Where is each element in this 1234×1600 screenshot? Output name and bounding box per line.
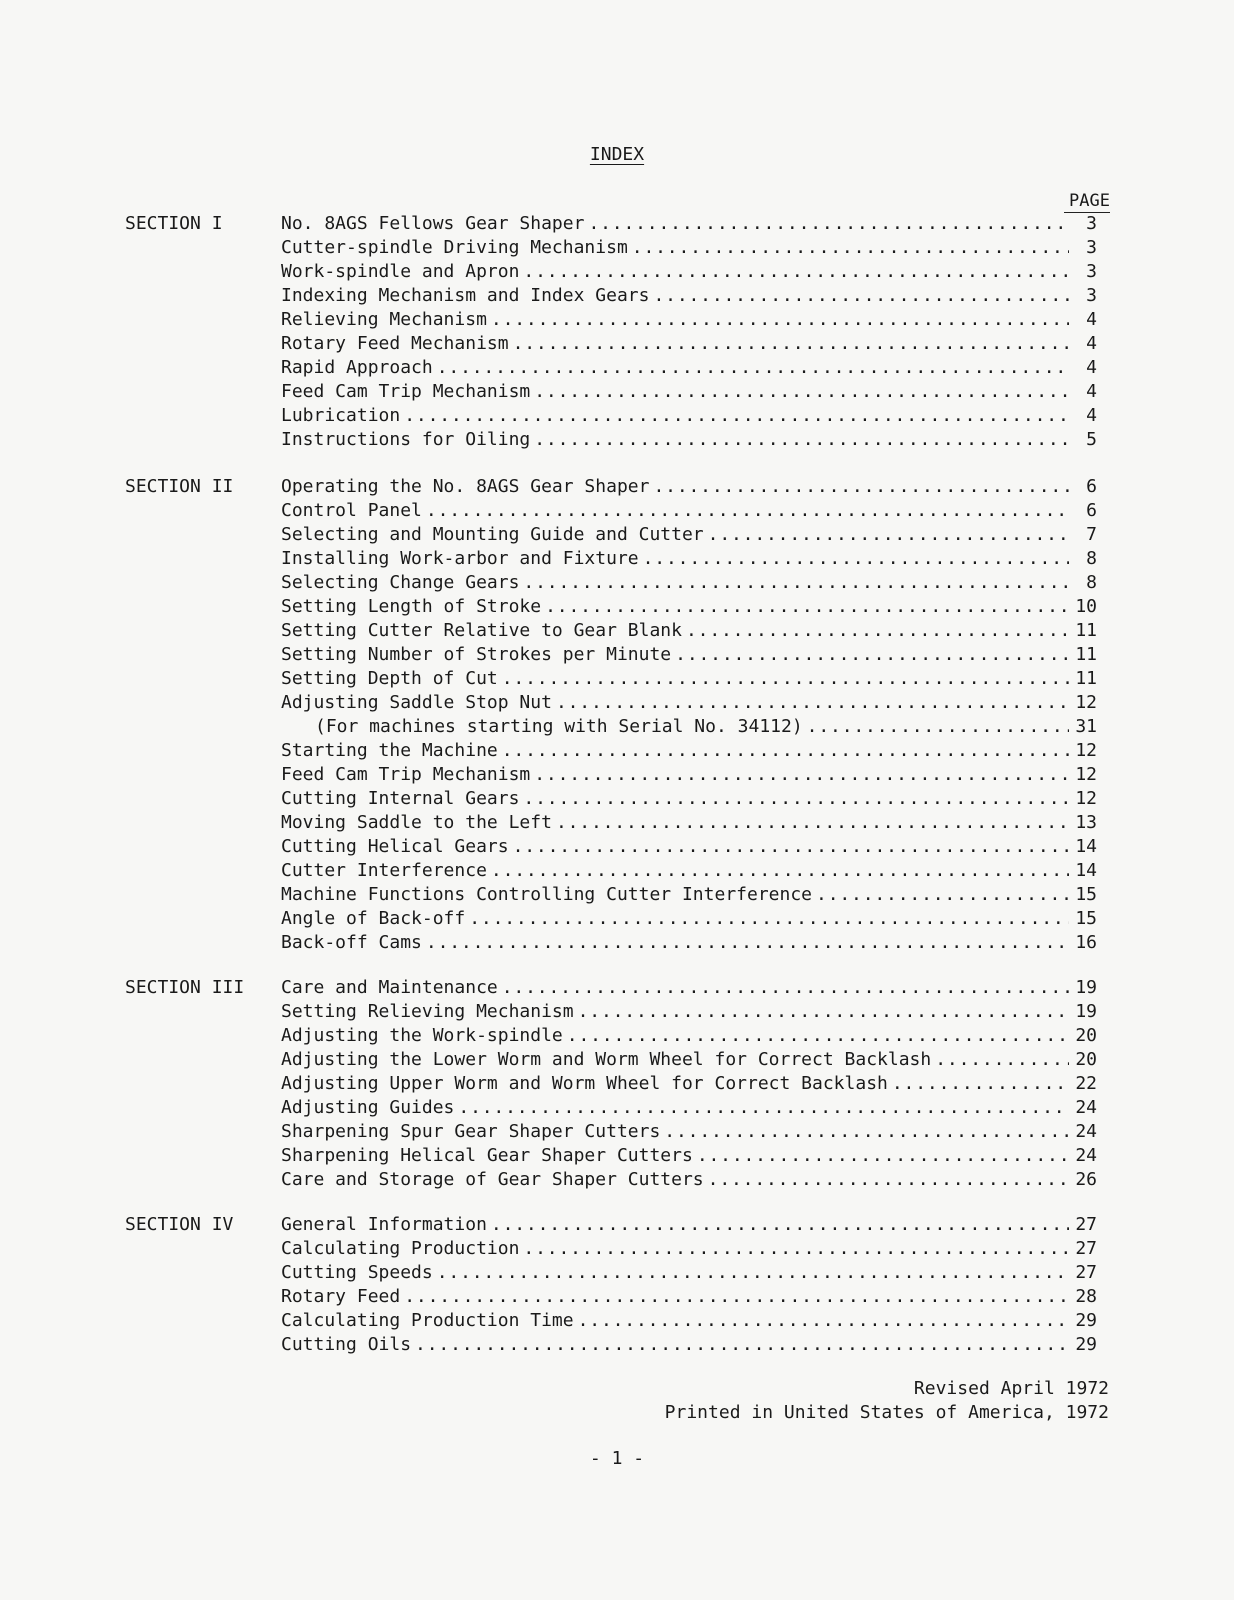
- toc-entry-title: Moving Saddle to the Left: [281, 812, 552, 833]
- toc-entry-page: 26: [1075, 1169, 1097, 1190]
- dot-leader: [534, 763, 1069, 787]
- toc-entry-title: Setting Length of Stroke: [281, 596, 542, 617]
- toc-entry: [281, 1096, 1097, 1120]
- toc-entry: [281, 1285, 1097, 1309]
- dot-leader: [588, 212, 1069, 236]
- toc-entry-page: 4: [1086, 309, 1097, 330]
- toc-entry-page: 29: [1075, 1310, 1097, 1331]
- toc-entry-page: 16: [1075, 932, 1097, 953]
- toc-entry-title: Indexing Mechanism and Index Gears: [281, 285, 650, 306]
- toc-entry: [281, 1120, 1097, 1144]
- toc-entry-title: Cutting Speeds: [281, 1262, 433, 1283]
- toc-entry-title: Lubrication: [281, 405, 401, 426]
- toc-entry-page: 8: [1086, 572, 1097, 593]
- dot-leader: [708, 1168, 1069, 1192]
- toc-entry-title: Cutting Helical Gears: [281, 836, 509, 857]
- dot-leader: [513, 835, 1069, 859]
- toc-entry-title: Adjusting Saddle Stop Nut: [281, 692, 552, 713]
- toc-entry-title: Work-spindle and Apron: [281, 261, 520, 282]
- toc-entry-title: Care and Maintenance: [281, 977, 498, 998]
- toc-entry: [281, 715, 1097, 739]
- section-label: SECTION II: [125, 476, 234, 497]
- dot-leader: [491, 859, 1069, 883]
- toc-entry: [281, 332, 1097, 356]
- toc-entry: [281, 1333, 1097, 1357]
- section-label: SECTION III: [125, 977, 245, 998]
- toc-entry-page: 13: [1075, 812, 1097, 833]
- toc-entry-page: 11: [1075, 644, 1097, 665]
- toc-entry-page: 3: [1086, 237, 1097, 258]
- index-title-text: INDEX: [589, 144, 645, 165]
- toc-entry-title: Adjusting the Lower Worm and Worm Wheel for Correct Backlash: [281, 1049, 932, 1070]
- toc-entry-title: Feed Cam Trip Mechanism: [281, 381, 531, 402]
- toc-entry: [281, 763, 1097, 787]
- toc-entry-title: Setting Depth of Cut: [281, 668, 498, 689]
- dot-leader: [534, 428, 1069, 452]
- toc-entry: [281, 931, 1097, 955]
- toc-entry-page: 10: [1075, 596, 1097, 617]
- toc-entry-page: 20: [1075, 1025, 1097, 1046]
- toc-entry-page: 27: [1075, 1214, 1097, 1235]
- toc-entry-title: Relieving Mechanism: [281, 309, 487, 330]
- toc-entry-page: 29: [1075, 1334, 1097, 1355]
- toc-entry-title: Operating the No. 8AGS Gear Shaper: [281, 476, 650, 497]
- toc-entry-title: Calculating Production: [281, 1238, 520, 1259]
- toc-entry: [281, 1048, 1097, 1072]
- dot-leader: [653, 475, 1069, 499]
- toc-entry: [281, 1261, 1097, 1285]
- toc-entry-page: 24: [1075, 1121, 1097, 1142]
- dot-leader: [523, 1237, 1069, 1261]
- toc-entry: [281, 571, 1097, 595]
- page-column-heading: PAGE: [1064, 192, 1110, 213]
- toc-entry-page: 3: [1086, 285, 1097, 306]
- dot-leader: [502, 739, 1069, 763]
- toc-entry-title: Setting Number of Strokes per Minute: [281, 644, 672, 665]
- toc-entry-title: No. 8AGS Fellows Gear Shaper: [281, 213, 585, 234]
- dot-leader: [935, 1048, 1069, 1072]
- toc-entry-title: Angle of Back-off: [281, 908, 466, 929]
- toc-entry-page: 14: [1075, 836, 1097, 857]
- toc-entry-title: General Information: [281, 1214, 487, 1235]
- toc-entry-page: 6: [1086, 500, 1097, 521]
- toc-entry-title: Cutting Internal Gears: [281, 788, 520, 809]
- revision-note: Revised April 1972: [913, 1378, 1109, 1399]
- toc-entry-page: 27: [1075, 1238, 1097, 1259]
- page-number: - 1 -: [589, 1448, 645, 1469]
- toc-entry: [281, 1237, 1097, 1261]
- dot-leader: [404, 1285, 1069, 1309]
- toc-entry: [281, 523, 1097, 547]
- toc-entry-title: Care and Storage of Gear Shaper Cutters: [281, 1169, 704, 1190]
- dot-leader: [437, 1261, 1069, 1285]
- dot-leader: [664, 1120, 1069, 1144]
- toc-entry: [281, 308, 1097, 332]
- dot-leader: [556, 811, 1069, 835]
- dot-leader: [653, 284, 1069, 308]
- toc-entry-title: Feed Cam Trip Mechanism: [281, 764, 531, 785]
- toc-entry-page: 6: [1086, 476, 1097, 497]
- dot-leader: [502, 976, 1069, 1000]
- toc-entry-title: Cutter-spindle Driving Mechanism: [281, 237, 628, 258]
- dot-leader: [632, 236, 1069, 260]
- toc-entry-title: Adjusting the Work-spindle: [281, 1025, 563, 1046]
- toc-entry-page: 4: [1086, 333, 1097, 354]
- toc-entry: [281, 907, 1097, 931]
- toc-entry: [281, 643, 1097, 667]
- toc-entry: [281, 356, 1097, 380]
- toc-entry-title: Adjusting Upper Worm and Worm Wheel for Correct Backlash: [281, 1073, 888, 1094]
- toc-entry-page: 5: [1086, 429, 1097, 450]
- toc-entry: [281, 811, 1097, 835]
- toc-entry: [281, 236, 1097, 260]
- toc-entry-page: 31: [1075, 716, 1097, 737]
- toc-entry-title: (For machines starting with Serial No. 34112): [315, 716, 803, 737]
- dot-leader: [545, 595, 1069, 619]
- dot-leader: [523, 787, 1069, 811]
- toc-entry-title: Rotary Feed: [281, 1286, 401, 1307]
- toc-entry-page: 24: [1075, 1097, 1097, 1118]
- toc-entry: [281, 691, 1097, 715]
- dot-leader: [426, 499, 1069, 523]
- toc-entry-title: Rapid Approach: [281, 357, 433, 378]
- dot-leader: [469, 907, 1069, 931]
- toc-entry-page: 14: [1075, 860, 1097, 881]
- dot-leader: [816, 883, 1069, 907]
- toc-entry-title: Setting Cutter Relative to Gear Blank: [281, 620, 682, 641]
- printing-note: Printed in United States of America, 1972: [664, 1402, 1109, 1423]
- toc-entry-page: 12: [1075, 740, 1097, 761]
- toc-entry: [281, 475, 1097, 499]
- dot-leader: [697, 1144, 1069, 1168]
- toc-entry-page: 24: [1075, 1145, 1097, 1166]
- toc-entry: [281, 1213, 1097, 1237]
- dot-leader: [892, 1072, 1069, 1096]
- dot-leader: [534, 380, 1069, 404]
- toc-entry-title: Selecting and Mounting Guide and Cutter: [281, 524, 704, 545]
- toc-entry: [281, 667, 1097, 691]
- toc-entry: [281, 1168, 1097, 1192]
- toc-entry: [281, 835, 1097, 859]
- toc-entry: [281, 1144, 1097, 1168]
- toc-entry-page: 20: [1075, 1049, 1097, 1070]
- toc-entry: [281, 284, 1097, 308]
- toc-entry: [281, 976, 1097, 1000]
- section-label: SECTION I: [125, 213, 223, 234]
- toc-entry-page: 27: [1075, 1262, 1097, 1283]
- toc-entry-title: Control Panel: [281, 500, 422, 521]
- toc-entry-title: Machine Functions Controlling Cutter Interference: [281, 884, 813, 905]
- toc-entry: [281, 260, 1097, 284]
- toc-entry: [281, 1072, 1097, 1096]
- dot-leader: [807, 715, 1069, 739]
- toc-entry: [281, 428, 1097, 452]
- toc-entry-page: 12: [1075, 788, 1097, 809]
- toc-entry-page: 19: [1075, 1001, 1097, 1022]
- toc-entry-page: 4: [1086, 381, 1097, 402]
- dot-leader: [708, 523, 1069, 547]
- toc-entry-page: 4: [1086, 405, 1097, 426]
- dot-leader: [513, 332, 1069, 356]
- toc-entry: [281, 547, 1097, 571]
- toc-entry-title: Instructions for Oiling: [281, 429, 531, 450]
- dot-leader: [523, 571, 1069, 595]
- dot-leader: [643, 547, 1069, 571]
- toc-entry-title: Rotary Feed Mechanism: [281, 333, 509, 354]
- toc-entry: [281, 619, 1097, 643]
- dot-leader: [523, 260, 1069, 284]
- section-label: SECTION IV: [125, 1214, 234, 1235]
- dot-leader: [675, 643, 1069, 667]
- dot-leader: [437, 356, 1069, 380]
- dot-leader: [502, 667, 1069, 691]
- toc-entry-title: Calculating Production Time: [281, 1310, 574, 1331]
- toc-entry-page: 15: [1075, 884, 1097, 905]
- toc-entry-page: 11: [1075, 668, 1097, 689]
- toc-entry-title: Sharpening Helical Gear Shaper Cutters: [281, 1145, 693, 1166]
- toc-entry-page: 4: [1086, 357, 1097, 378]
- toc-entry-title: Sharpening Spur Gear Shaper Cutters: [281, 1121, 661, 1142]
- toc-entry-title: Cutter Interference: [281, 860, 487, 881]
- toc-entry: [281, 1309, 1097, 1333]
- toc-entry: [281, 595, 1097, 619]
- dot-leader: [415, 1333, 1069, 1357]
- toc-entry-title: Starting the Machine: [281, 740, 498, 761]
- toc-entry-page: 28: [1075, 1286, 1097, 1307]
- toc-entry-page: 12: [1075, 764, 1097, 785]
- toc-entry-page: 3: [1086, 261, 1097, 282]
- dot-leader: [567, 1024, 1069, 1048]
- toc-entry-page: 11: [1075, 620, 1097, 641]
- toc-entry: [281, 380, 1097, 404]
- toc-entry-page: 19: [1075, 977, 1097, 998]
- toc-entry-page: 3: [1086, 213, 1097, 234]
- toc-entry: [281, 212, 1097, 236]
- toc-entry: [281, 499, 1097, 523]
- toc-entry-page: 12: [1075, 692, 1097, 713]
- toc-entry: [281, 859, 1097, 883]
- dot-leader: [491, 308, 1069, 332]
- toc-entry: [281, 404, 1097, 428]
- toc-entry-title: Setting Relieving Mechanism: [281, 1001, 574, 1022]
- toc-entry-page: 15: [1075, 908, 1097, 929]
- toc-entry-title: Adjusting Guides: [281, 1097, 455, 1118]
- toc-entry: [281, 787, 1097, 811]
- toc-entry-title: Cutting Oils: [281, 1334, 412, 1355]
- toc-entry: [281, 883, 1097, 907]
- dot-leader: [491, 1213, 1069, 1237]
- dot-leader: [426, 931, 1069, 955]
- toc-entry-title: Selecting Change Gears: [281, 572, 520, 593]
- toc-entry-page: 7: [1086, 524, 1097, 545]
- toc-entry-title: Back-off Cams: [281, 932, 422, 953]
- dot-leader: [556, 691, 1069, 715]
- toc-entry: [281, 1024, 1097, 1048]
- dot-leader: [458, 1096, 1069, 1120]
- toc-entry-page: 22: [1075, 1073, 1097, 1094]
- toc-entry-page: 8: [1086, 548, 1097, 569]
- dot-leader: [404, 404, 1069, 428]
- toc-entry-title: Installing Work-arbor and Fixture: [281, 548, 639, 569]
- index-title: [0, 144, 1234, 165]
- dot-leader: [578, 1309, 1069, 1333]
- toc-entry: [281, 739, 1097, 763]
- dot-leader: [686, 619, 1069, 643]
- dot-leader: [578, 1000, 1069, 1024]
- toc-entry: [281, 1000, 1097, 1024]
